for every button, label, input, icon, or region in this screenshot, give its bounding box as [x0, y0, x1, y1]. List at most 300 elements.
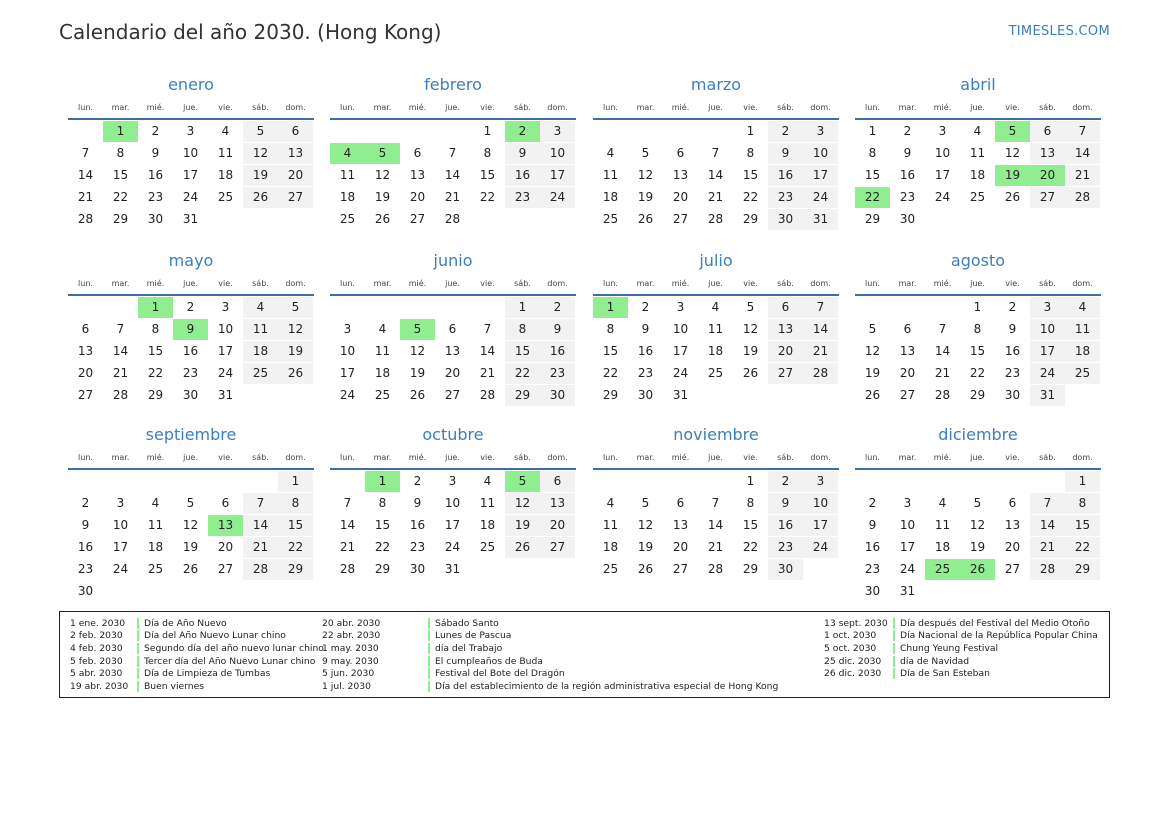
holiday-marker [137, 681, 139, 692]
week-row [855, 341, 1101, 363]
legend-date: 22 abr. 2030 [322, 630, 381, 642]
week-row [593, 363, 839, 385]
month-name: octubre [422, 425, 484, 444]
empty-day-cell [698, 471, 733, 492]
weekday-header [855, 276, 1101, 292]
legend-date: 1 may. 2030 [322, 642, 379, 654]
month-febrero [330, 74, 576, 231]
day-cell: 2 [641, 300, 650, 314]
legend-holiday-name: Chung Yeung Festival [900, 642, 999, 654]
day-cell: 18 [374, 366, 391, 380]
day-cell: 24 [1030, 363, 1065, 384]
day-cell: 1 [278, 471, 313, 492]
day-cell: 16 [77, 540, 94, 554]
day-cell: 15 [969, 344, 986, 358]
day-cell: 9 [641, 322, 650, 336]
day-cell: 5 [746, 300, 755, 314]
day-cell: 12 [864, 344, 881, 358]
day-cell: 21 [243, 537, 278, 558]
day-cell: 17 [803, 165, 838, 186]
day-cell: 18 [217, 168, 234, 182]
day-cell: 20 [444, 366, 461, 380]
legend-entry [322, 667, 778, 680]
day-cell: 19 [637, 190, 654, 204]
weekday-label: mar. [898, 279, 917, 288]
holiday-day-cell: 25 [925, 559, 960, 580]
empty-day-cell [960, 209, 995, 230]
empty-day-cell [593, 121, 628, 142]
empty-day-cell [278, 209, 313, 230]
weekday-label: jue. [183, 279, 198, 288]
page-title: Calendario del año 2030. (Hong Kong) [59, 20, 442, 44]
holiday-day-cell: 1 [593, 297, 628, 318]
day-cell: 16 [768, 165, 803, 186]
month-divider [330, 294, 576, 296]
day-cell: 14 [77, 168, 94, 182]
day-cell: 5 [186, 496, 195, 510]
day-cell: 4 [378, 322, 387, 336]
holiday-day-cell: 5 [995, 121, 1030, 142]
day-cell: 23 [77, 562, 94, 576]
day-cell: 5 [973, 496, 982, 510]
month-name: diciembre [938, 425, 1018, 444]
day-cell: 12 [742, 322, 759, 336]
week-row [330, 537, 576, 559]
day-cell: 3 [803, 471, 838, 492]
weekday-label: mié. [671, 279, 690, 288]
week-row [330, 121, 576, 143]
day-cell: 17 [182, 168, 199, 182]
day-cell: 13 [672, 518, 689, 532]
holiday-marker [428, 643, 430, 654]
month-marzo [593, 74, 839, 231]
day-cell: 8 [746, 496, 755, 510]
month-name: agosto [950, 251, 1006, 270]
day-cell: 12 [1004, 146, 1021, 160]
day-cell: 27 [672, 562, 689, 576]
weekday-label: jue. [970, 453, 985, 462]
empty-day-cell [505, 209, 540, 230]
empty-day-cell [138, 581, 173, 602]
day-cell: 3 [903, 496, 912, 510]
empty-day-cell [855, 471, 890, 492]
day-cell: 11 [339, 168, 356, 182]
legend-holiday-name: Sábado Santo [435, 617, 499, 629]
legend-holiday-name: Buen viernes [144, 680, 205, 692]
empty-day-cell [663, 471, 698, 492]
day-cell: 1 [1065, 471, 1100, 492]
day-cell: 19 [969, 540, 986, 554]
week-row [593, 121, 839, 143]
day-cell: 3 [221, 300, 230, 314]
day-cell: 20 [672, 190, 689, 204]
day-cell: 5 [868, 322, 877, 336]
day-cell: 5 [641, 146, 650, 160]
day-cell: 17 [1030, 341, 1065, 362]
day-cell: 12 [243, 143, 278, 164]
empty-day-cell [768, 385, 803, 406]
empty-day-cell [540, 559, 575, 580]
day-cell: 17 [934, 168, 951, 182]
day-cell: 16 [637, 344, 654, 358]
day-cell: 18 [243, 341, 278, 362]
weekday-label: vie. [480, 453, 495, 462]
weekday-label: jue. [445, 453, 460, 462]
day-cell: 10 [803, 493, 838, 514]
day-cell: 1 [505, 297, 540, 318]
day-cell: 14 [112, 344, 129, 358]
day-cell: 8 [151, 322, 160, 336]
week-row [68, 537, 314, 559]
day-cell: 11 [1065, 319, 1100, 340]
weekday-label: lun. [865, 103, 880, 112]
day-cell: 7 [448, 146, 457, 160]
day-cell: 29 [1065, 559, 1100, 580]
day-cell: 16 [768, 515, 803, 536]
day-cell: 17 [339, 366, 356, 380]
day-cell: 29 [864, 212, 881, 226]
day-cell: 23 [1004, 366, 1021, 380]
legend-entry [322, 642, 778, 655]
day-cell: 30 [768, 559, 803, 580]
day-cell: 22 [505, 363, 540, 384]
week-row [330, 341, 576, 363]
day-cell: 1 [973, 300, 982, 314]
day-cell: 14 [479, 344, 496, 358]
day-cell: 9 [1008, 322, 1017, 336]
empty-day-cell [925, 581, 960, 602]
week-row [68, 187, 314, 209]
day-cell: 4 [243, 297, 278, 318]
week-row [330, 363, 576, 385]
day-cell: 19 [243, 165, 278, 186]
day-cell: 6 [1008, 496, 1017, 510]
empty-day-cell [208, 471, 243, 492]
day-cell: 13 [768, 319, 803, 340]
day-cell: 24 [444, 540, 461, 554]
legend-holiday-name: Día del Año Nuevo Lunar chino [144, 630, 286, 642]
day-cell: 28 [1065, 187, 1100, 208]
day-cell: 14 [707, 518, 724, 532]
legend-entry [70, 630, 324, 643]
day-cell: 16 [540, 341, 575, 362]
day-cell: 2 [768, 121, 803, 142]
day-cell: 10 [540, 143, 575, 164]
day-cell: 19 [374, 190, 391, 204]
day-cell: 24 [540, 187, 575, 208]
day-cell: 9 [903, 146, 912, 160]
legend-date: 13 sept. 2030 [824, 617, 888, 629]
weekday-label: vie. [1005, 279, 1020, 288]
day-cell: 5 [641, 496, 650, 510]
holiday-marker [428, 630, 430, 641]
day-cell: 2 [186, 300, 195, 314]
weekday-label: mié. [408, 279, 427, 288]
legend-date: 4 feb. 2030 [70, 642, 123, 654]
day-cell: 14 [803, 319, 838, 340]
week-row [68, 581, 314, 603]
day-cell: 14 [444, 168, 461, 182]
legend-entry [70, 680, 324, 693]
day-cell: 19 [864, 366, 881, 380]
day-cell: 10 [112, 518, 129, 532]
week-row [330, 515, 576, 537]
empty-day-cell [400, 297, 435, 318]
day-cell: 23 [182, 366, 199, 380]
week-row [68, 319, 314, 341]
empty-day-cell [540, 209, 575, 230]
weekday-label: mié. [408, 453, 427, 462]
day-cell: 13 [77, 344, 94, 358]
weekday-label: vie. [743, 453, 758, 462]
day-cell: 21 [479, 366, 496, 380]
week-row [855, 581, 1101, 603]
week-row [593, 471, 839, 493]
day-cell: 28 [444, 212, 461, 226]
day-cell: 24 [803, 187, 838, 208]
legend-column-2 [322, 617, 778, 693]
day-cell: 27 [1030, 187, 1065, 208]
day-cell: 30 [77, 584, 94, 598]
day-cell: 3 [448, 474, 457, 488]
day-cell: 25 [1065, 363, 1100, 384]
weekday-label: jue. [708, 453, 723, 462]
day-cell: 21 [339, 540, 356, 554]
day-cell: 19 [278, 341, 313, 362]
day-cell: 23 [768, 187, 803, 208]
day-cell: 4 [606, 496, 615, 510]
day-cell: 8 [973, 322, 982, 336]
day-cell: 16 [899, 168, 916, 182]
day-cell: 10 [339, 344, 356, 358]
legend-holiday-name: Día del establecimiento de la región administrativa especial de Hong Kong [435, 680, 779, 692]
day-cell: 2 [151, 124, 160, 138]
holiday-day-cell: 5 [400, 319, 435, 340]
legend-date: 25 dic. 2030 [824, 655, 882, 667]
day-cell: 18 [339, 190, 356, 204]
month-divider [593, 294, 839, 296]
day-cell: 5 [278, 297, 313, 318]
day-cell: 10 [899, 518, 916, 532]
day-cell: 7 [711, 146, 720, 160]
month-divider [855, 468, 1101, 470]
day-cell: 15 [864, 168, 881, 182]
day-cell: 10 [803, 143, 838, 164]
day-cell: 24 [217, 366, 234, 380]
week-row [68, 515, 314, 537]
empty-day-cell [138, 471, 173, 492]
day-cell: 20 [1004, 540, 1021, 554]
site-link[interactable]: TIMESLES.COM [1008, 24, 1110, 39]
empty-day-cell [1065, 581, 1100, 602]
empty-day-cell [435, 297, 470, 318]
weekday-label: lun. [78, 453, 93, 462]
month-octubre [330, 424, 576, 581]
day-cell: 27 [768, 363, 803, 384]
week-row [330, 165, 576, 187]
empty-day-cell [698, 385, 733, 406]
day-cell: 12 [278, 319, 313, 340]
day-cell: 4 [711, 300, 720, 314]
holiday-day-cell: 5 [505, 471, 540, 492]
day-cell: 28 [243, 559, 278, 580]
day-cell: 24 [803, 537, 838, 558]
weekday-label: dom. [810, 103, 831, 112]
week-row [593, 385, 839, 407]
legend-date: 19 abr. 2030 [70, 680, 129, 692]
legend-entry [824, 630, 1098, 643]
day-cell: 31 [672, 388, 689, 402]
empty-day-cell [505, 559, 540, 580]
week-row [330, 297, 576, 319]
month-divider [68, 294, 314, 296]
weekday-label: mié. [933, 453, 952, 462]
day-cell: 21 [707, 190, 724, 204]
weekday-label: mar. [373, 279, 392, 288]
month-name: enero [168, 75, 214, 94]
day-cell: 12 [505, 493, 540, 514]
empty-day-cell [593, 471, 628, 492]
legend-entry [824, 617, 1098, 630]
day-cell: 4 [606, 146, 615, 160]
weekday-label: mié. [933, 103, 952, 112]
month-name: febrero [424, 75, 482, 94]
holiday-marker [137, 630, 139, 641]
week-row [68, 165, 314, 187]
day-cell: 3 [803, 121, 838, 142]
week-row [330, 187, 576, 209]
weekday-label: lun. [603, 103, 618, 112]
day-cell: 29 [112, 212, 129, 226]
legend-holiday-name: Día Nacional de la República Popular China [900, 630, 1098, 642]
day-cell: 11 [374, 344, 391, 358]
month-name: mayo [168, 251, 214, 270]
day-cell: 9 [768, 493, 803, 514]
day-cell: 25 [479, 540, 496, 554]
day-cell: 3 [938, 124, 947, 138]
day-cell: 13 [1030, 143, 1065, 164]
empty-day-cell [278, 581, 313, 602]
day-cell: 21 [707, 540, 724, 554]
day-cell: 5 [243, 121, 278, 142]
weekday-label: sáb. [252, 279, 269, 288]
holiday-marker [137, 668, 139, 679]
weekday-label: jue. [445, 279, 460, 288]
weekday-label: mar. [898, 453, 917, 462]
empty-day-cell [1030, 209, 1065, 230]
weekday-label: mié. [933, 279, 952, 288]
legend-entry [824, 642, 1098, 655]
month-divider [330, 468, 576, 470]
day-cell: 16 [505, 165, 540, 186]
day-cell: 26 [278, 363, 313, 384]
legend-holiday-name: Tercer día del Año Nuevo Lunar chino [144, 655, 316, 667]
day-cell: 20 [899, 366, 916, 380]
weekday-label: mar. [111, 103, 130, 112]
day-cell: 17 [112, 540, 129, 554]
legend-holiday-name: Lunes de Pascua [435, 630, 512, 642]
weekday-label: mié. [146, 453, 165, 462]
day-cell: 27 [77, 388, 94, 402]
day-cell: 26 [637, 212, 654, 226]
day-cell: 7 [1065, 121, 1100, 142]
day-cell: 18 [147, 540, 164, 554]
holiday-day-cell: 1 [138, 297, 173, 318]
weekday-label: lun. [340, 279, 355, 288]
month-diciembre [855, 424, 1101, 603]
empty-day-cell [68, 471, 103, 492]
day-cell: 16 [1004, 344, 1021, 358]
day-cell: 22 [278, 537, 313, 558]
holiday-day-cell: 2 [505, 121, 540, 142]
day-cell: 15 [742, 518, 759, 532]
day-cell: 30 [147, 212, 164, 226]
day-cell: 23 [637, 366, 654, 380]
empty-day-cell [68, 297, 103, 318]
weekday-label: sáb. [1039, 453, 1056, 462]
day-cell: 9 [81, 518, 90, 532]
day-cell: 6 [1030, 121, 1065, 142]
day-cell: 22 [147, 366, 164, 380]
week-row [330, 319, 576, 341]
day-cell: 21 [1030, 537, 1065, 558]
legend-date: 9 may. 2030 [322, 655, 379, 667]
weekday-label: vie. [743, 279, 758, 288]
weekday-label: dom. [1072, 103, 1093, 112]
empty-day-cell [1030, 581, 1065, 602]
day-cell: 11 [217, 146, 234, 160]
day-cell: 29 [742, 562, 759, 576]
weekday-label: mar. [898, 103, 917, 112]
day-cell: 31 [182, 212, 199, 226]
day-cell: 19 [409, 366, 426, 380]
day-cell: 25 [339, 212, 356, 226]
day-cell: 15 [505, 341, 540, 362]
day-cell: 2 [768, 471, 803, 492]
day-cell: 11 [479, 496, 496, 510]
month-junio [330, 250, 576, 407]
day-cell: 20 [672, 540, 689, 554]
holiday-legend [59, 611, 1110, 698]
weekday-label: mié. [671, 103, 690, 112]
day-cell: 28 [112, 388, 129, 402]
day-cell: 6 [540, 471, 575, 492]
weekday-label: dom. [285, 103, 306, 112]
day-cell: 10 [217, 322, 234, 336]
day-cell: 26 [742, 366, 759, 380]
day-cell: 22 [742, 540, 759, 554]
month-name: abril [960, 75, 996, 94]
holiday-marker [893, 630, 895, 641]
month-julio [593, 250, 839, 407]
weekday-label: vie. [218, 103, 233, 112]
day-cell: 8 [868, 146, 877, 160]
day-cell: 21 [803, 341, 838, 362]
day-cell: 6 [81, 322, 90, 336]
day-cell: 2 [1008, 300, 1017, 314]
week-row [68, 493, 314, 515]
legend-holiday-name: Día de Limpieza de Tumbas [144, 668, 271, 680]
day-cell: 1 [483, 124, 492, 138]
legend-holiday-name: Festival del Bote del Dragón [435, 668, 565, 680]
legend-date: 26 dic. 2030 [824, 668, 882, 680]
day-cell: 25 [217, 190, 234, 204]
day-cell: 8 [378, 496, 387, 510]
day-cell: 7 [343, 496, 352, 510]
empty-day-cell [1065, 385, 1100, 406]
day-cell: 3 [343, 322, 352, 336]
day-cell: 21 [112, 366, 129, 380]
